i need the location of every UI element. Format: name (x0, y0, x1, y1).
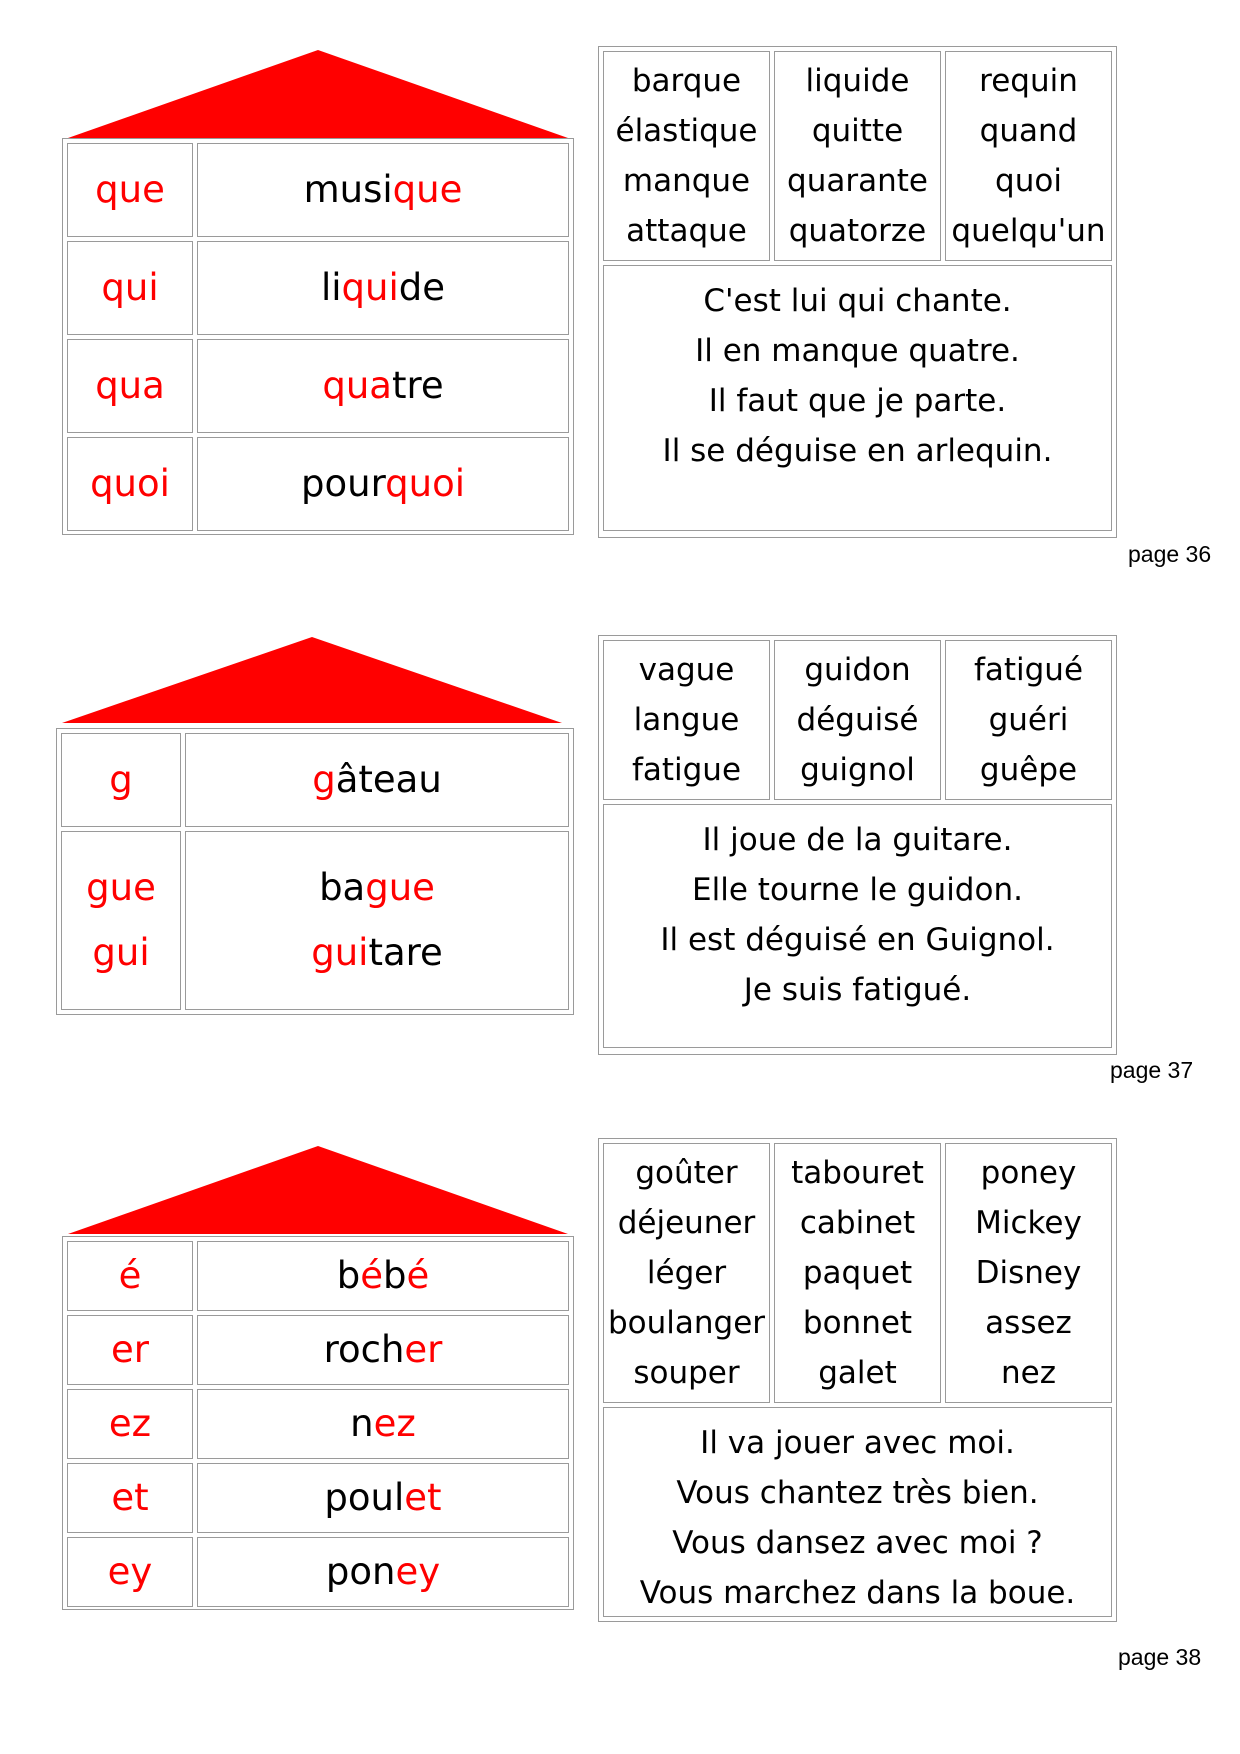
word-column: guidon déguisé guignol (774, 640, 941, 800)
example-word: nez (197, 1389, 569, 1459)
word-column: tabouret cabinet paquet bonnet galet (774, 1143, 941, 1403)
house-row (61, 733, 569, 827)
sound-house (62, 138, 574, 535)
house-row (67, 1241, 569, 1311)
house-row (67, 1389, 569, 1459)
example-word: bébé (197, 1241, 569, 1311)
house-row (61, 831, 569, 1010)
house-row (67, 1315, 569, 1385)
house-roof (62, 637, 562, 723)
example-word: quatre (197, 339, 569, 433)
sentence: C'est lui qui chante. (703, 283, 1012, 319)
word-column: liquide quitte quarante quatorze (774, 51, 941, 261)
sound-cell: qua (67, 339, 193, 433)
house-roof (68, 1146, 568, 1234)
example-word: gâteau (185, 733, 569, 827)
house-row (67, 1463, 569, 1533)
example-word: bague guitare (185, 831, 569, 1010)
sound-cell: gue gui (61, 831, 181, 1010)
page-number: page 38 (1118, 1644, 1202, 1670)
page-number: page 37 (1110, 1057, 1194, 1083)
sound-cell: é (67, 1241, 193, 1311)
word-column: poney Mickey Disney assez nez (945, 1143, 1112, 1403)
house-row (67, 241, 569, 335)
sound-cell: que (67, 143, 193, 237)
house-row (67, 339, 569, 433)
sound-cell: qui (67, 241, 193, 335)
word-columns (603, 1143, 1112, 1403)
sentence: Il se déguise en arlequin. (662, 433, 1053, 469)
sound-cell: et (67, 1463, 193, 1533)
sound-house (56, 728, 574, 1015)
house-row (67, 143, 569, 237)
sound-house (62, 1236, 574, 1610)
house-row (67, 437, 569, 531)
sound-cell: er (67, 1315, 193, 1385)
page-number: page 36 (1128, 541, 1212, 567)
sentence: Vous chantez très bien. (676, 1475, 1039, 1511)
sound-cell: quoi (67, 437, 193, 531)
example-word: poulet (197, 1463, 569, 1533)
example-word: pourquoi (197, 437, 569, 531)
word-column: vague langue fatigue (603, 640, 770, 800)
sentence-box (603, 804, 1112, 1048)
word-column: barque élastique manque attaque (603, 51, 770, 261)
example-word: musique (197, 143, 569, 237)
sound-cell: ey (67, 1537, 193, 1607)
example-word: rocher (197, 1315, 569, 1385)
word-column: fatigué guéri guêpe (945, 640, 1112, 800)
sentence: Elle tourne le guidon. (692, 872, 1023, 908)
example-word: liquide (197, 241, 569, 335)
word-columns (603, 640, 1112, 800)
sentence-box (603, 265, 1112, 531)
sentence-box (603, 1407, 1112, 1617)
example-word: poney (197, 1537, 569, 1607)
sentence: Vous marchez dans la boue. (639, 1575, 1076, 1611)
sentence: Il est déguisé en Guignol. (660, 922, 1055, 958)
word-panel (598, 46, 1117, 538)
house-row (67, 1537, 569, 1607)
sentence: Il va jouer avec moi. (700, 1425, 1015, 1461)
word-panel (598, 1138, 1117, 1622)
word-columns (603, 51, 1112, 261)
word-column: goûter déjeuner léger boulanger souper (603, 1143, 770, 1403)
word-panel (598, 635, 1117, 1055)
sentence: Vous dansez avec moi ? (672, 1525, 1043, 1561)
house-roof (68, 50, 568, 138)
sentence: Il joue de la guitare. (702, 822, 1013, 858)
sound-cell: g (61, 733, 181, 827)
sound-cell: ez (67, 1389, 193, 1459)
sentence: Il en manque quatre. (695, 333, 1020, 369)
sentence: Je suis fatigué. (743, 972, 972, 1008)
word-column: requin quand quoi quelqu'un (945, 51, 1112, 261)
sentence: Il faut que je parte. (708, 383, 1007, 419)
